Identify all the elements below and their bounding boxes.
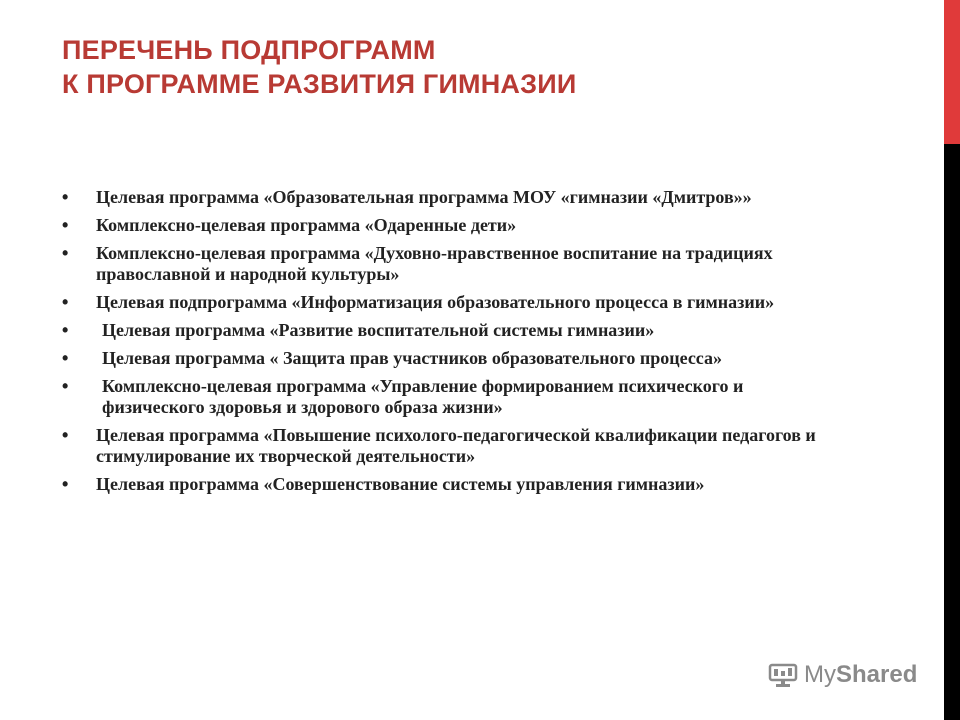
myshared-watermark xyxy=(768,658,917,692)
logo-shared: Shared xyxy=(836,661,918,688)
bullet-icon: • xyxy=(62,243,69,263)
bullet-icon: • xyxy=(62,292,69,312)
list-item xyxy=(62,292,840,313)
list-item xyxy=(62,376,840,418)
list-item-text: Целевая программа «Совершенствование системы управления гимназии» xyxy=(96,474,705,494)
myshared-logo-text xyxy=(804,661,917,689)
myshared-logo-icon xyxy=(768,662,798,688)
bullet-icon: • xyxy=(62,474,69,494)
bullet-icon: • xyxy=(62,215,69,235)
bullet-icon: • xyxy=(62,348,69,368)
list-item xyxy=(62,425,840,467)
bullet-icon: • xyxy=(62,320,69,340)
list-item xyxy=(62,474,840,495)
subprogram-list xyxy=(62,187,840,502)
list-item-text: Комплексно-целевая программа «Одаренные дети» xyxy=(96,215,517,235)
list-item-text: Целевая подпрограмма «Информатизация образовательного процесса в гимназии» xyxy=(96,292,775,312)
list-item xyxy=(62,348,840,369)
slide-title xyxy=(62,33,922,101)
list-item-text: Целевая программа «Повышение психолого-педагогической квалификации педагогов и стимулирование их творческой деятельности» xyxy=(96,425,816,466)
bullet-icon: • xyxy=(62,425,69,445)
list-item xyxy=(62,215,840,236)
bullet-icon: • xyxy=(62,376,69,396)
list-item-text: Целевая программа «Развитие воспитательной системы гимназии» xyxy=(102,320,655,340)
list-item-text: Комплексно-целевая программа «Управление формированием психического и физического здоровья и здорового образа жизни» xyxy=(102,376,744,417)
side-accent-bar xyxy=(944,0,960,144)
list-item xyxy=(62,320,840,341)
list-item-text: Комплексно-целевая программа «Духовно-нравственное воспитание на традициях православной и народной культуры» xyxy=(96,243,773,284)
list-item-text: Целевая программа «Образовательная программа МОУ «гимназии «Дмитров»» xyxy=(96,187,752,207)
list-item-text: Целевая программа « Защита прав участников образовательного процесса» xyxy=(102,348,723,368)
logo-my: My xyxy=(804,661,836,688)
list-item xyxy=(62,243,840,285)
list-item xyxy=(62,187,840,208)
bullet-icon: • xyxy=(62,187,69,207)
title-line-1: ПЕРЕЧЕНЬ ПОДПРОГРАММ xyxy=(62,35,436,65)
title-line-2: К ПРОГРАММЕ РАЗВИТИЯ ГИМНАЗИИ xyxy=(62,69,577,99)
